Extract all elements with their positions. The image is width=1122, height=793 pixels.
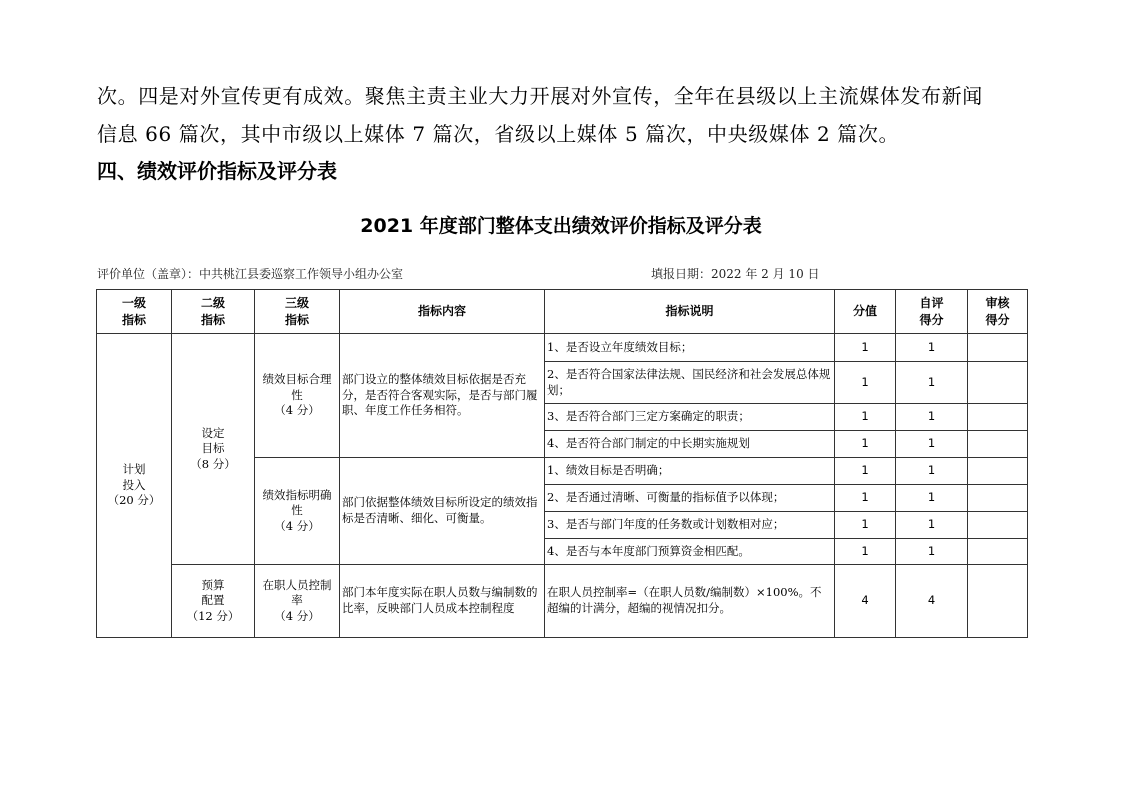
self-score: 1 bbox=[896, 431, 968, 458]
table-title: 2021 年度部门整体支出绩效评价指标及评分表 bbox=[360, 215, 762, 237]
fill-date: 填报日期：2022 年 2 月 10 日 bbox=[651, 267, 820, 281]
level2-indicator: 预算 配置 （12 分） bbox=[172, 565, 255, 638]
header-level3: 三级 指标 bbox=[255, 290, 340, 334]
evaluation-table bbox=[96, 289, 1028, 638]
audit-score bbox=[968, 512, 1028, 539]
indicator-description: 4、是否与本年度部门预算资金相匹配。 bbox=[545, 539, 835, 565]
level3-indicator: 绩效目标合理 性 （4 分） bbox=[255, 334, 340, 458]
indicator-description: 3、是否符合部门三定方案确定的职责； bbox=[545, 404, 835, 431]
audit-score bbox=[968, 334, 1028, 362]
table-header-row bbox=[97, 290, 1028, 334]
audit-score bbox=[968, 431, 1028, 458]
self-score: 1 bbox=[896, 512, 968, 539]
indicator-content: 部门依据整体绩效目标所设定的绩效指标是否清晰、细化、可衡量。 bbox=[340, 458, 545, 565]
indicator-content: 部门设立的整体绩效目标依据是否充分，是否符合客观实际，是否与部门履职、年度工作任务相符。 bbox=[340, 334, 545, 458]
score-value: 1 bbox=[835, 431, 896, 458]
indicator-description: 1、绩效目标是否明确； bbox=[545, 458, 835, 485]
indicator-description: 3、是否与部门年度的任务数或计划数相对应； bbox=[545, 512, 835, 539]
score-value: 1 bbox=[835, 539, 896, 565]
header-level2: 二级 指标 bbox=[172, 290, 255, 334]
score-value: 4 bbox=[835, 565, 896, 638]
body-paragraph-line: 信息 66 篇次，其中市级以上媒体 7 篇次，省级以上媒体 5 篇次，中央级媒体 2 篇次。 bbox=[97, 122, 900, 146]
score-value: 1 bbox=[835, 512, 896, 539]
score-value: 1 bbox=[835, 362, 896, 404]
score-value: 1 bbox=[835, 485, 896, 512]
body-paragraph-line: 次。四是对外宣传更有成效。聚焦主责主业大力开展对外宣传，全年在县级以上主流媒体发布新闻 bbox=[97, 84, 983, 108]
audit-score bbox=[968, 404, 1028, 431]
audit-score bbox=[968, 362, 1028, 404]
level3-indicator: 在职人员控制 率 （4 分） bbox=[255, 565, 340, 638]
indicator-content: 部门本年度实际在职人员数与编制数的比率，反映部门人员成本控制程度 bbox=[340, 565, 545, 638]
audit-score bbox=[968, 539, 1028, 565]
self-score: 1 bbox=[896, 362, 968, 404]
score-value: 1 bbox=[835, 458, 896, 485]
audit-score bbox=[968, 485, 1028, 512]
header-score: 分值 bbox=[835, 290, 896, 334]
level1-indicator: 计划 投入 （20 分） bbox=[97, 334, 172, 638]
indicator-description: 在职人员控制率=（在职人员数/编制数）×100%。不超编的计满分，超编的视情况扣分。 bbox=[545, 565, 835, 638]
self-score: 1 bbox=[896, 404, 968, 431]
header-level1: 一级 指标 bbox=[97, 290, 172, 334]
level2-indicator: 设定 目标 （8 分） bbox=[172, 334, 255, 565]
self-score: 1 bbox=[896, 539, 968, 565]
audit-score bbox=[968, 458, 1028, 485]
self-score: 1 bbox=[896, 458, 968, 485]
table-row bbox=[97, 565, 1028, 638]
self-score: 4 bbox=[896, 565, 968, 638]
indicator-description: 1、是否设立年度绩效目标； bbox=[545, 334, 835, 362]
indicator-description: 4、是否符合部门制定的中长期实施规划 bbox=[545, 431, 835, 458]
score-value: 1 bbox=[835, 334, 896, 362]
indicator-description: 2、是否通过清晰、可衡量的指标值予以体现； bbox=[545, 485, 835, 512]
evaluation-unit: 评价单位（盖章）：中共桃江县委巡察工作领导小组办公室 bbox=[97, 267, 404, 281]
indicator-description: 2、是否符合国家法律法规、国民经济和社会发展总体规划； bbox=[545, 362, 835, 404]
score-value: 1 bbox=[835, 404, 896, 431]
level3-indicator: 绩效指标明确 性 （4 分） bbox=[255, 458, 340, 565]
header-content: 指标内容 bbox=[340, 290, 545, 334]
table-row bbox=[97, 334, 1028, 362]
header-description: 指标说明 bbox=[545, 290, 835, 334]
self-score: 1 bbox=[896, 485, 968, 512]
self-score: 1 bbox=[896, 334, 968, 362]
header-audit-score: 审核 得分 bbox=[968, 290, 1028, 334]
audit-score bbox=[968, 565, 1028, 638]
section-heading: 四、绩效评价指标及评分表 bbox=[97, 159, 337, 183]
header-self-score: 自评 得分 bbox=[896, 290, 968, 334]
